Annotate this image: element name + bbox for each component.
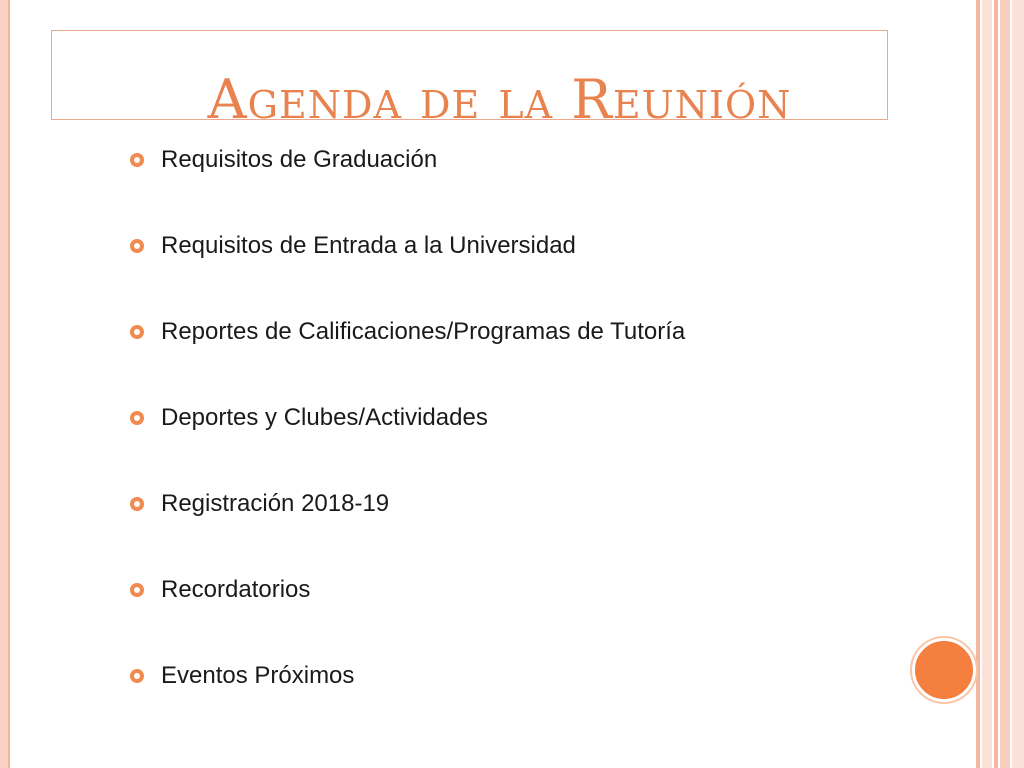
stripe [976, 0, 980, 768]
circle-bullet-icon [130, 411, 144, 425]
circle-bullet-icon [130, 583, 144, 597]
circle-bullet-icon [130, 153, 144, 167]
title-box [51, 30, 888, 131]
list-item-text: Eventos Próximos [161, 662, 355, 689]
slide-title: Agenda de la Reunión [207, 68, 792, 131]
orange-circle-icon [912, 638, 976, 702]
circle-bullet-icon [130, 497, 144, 511]
list-item [130, 140, 685, 226]
list-item [130, 398, 685, 484]
list-item [130, 656, 685, 742]
agenda-list [130, 140, 685, 742]
list-item [130, 570, 685, 656]
list-item-text: Reportes de Calificaciones/Programas de Tutoría [161, 318, 686, 345]
circle-bullet-icon [130, 325, 144, 339]
list-item [130, 484, 685, 570]
stripe [1012, 0, 1024, 768]
list-item-text: Requisitos de Graduación [161, 146, 438, 173]
stripe [1000, 0, 1010, 768]
list-item-text: Requisitos de Entrada a la Universidad [161, 232, 576, 259]
list-item [130, 226, 685, 312]
circle-bullet-icon [130, 669, 144, 683]
list-item-text: Deportes y Clubes/Actividades [161, 404, 488, 431]
left-border-stripe [0, 0, 10, 768]
list-item-text: Recordatorios [161, 576, 311, 603]
circle-bullet-icon [130, 239, 144, 253]
stripe [982, 0, 992, 768]
right-border-stripes [976, 0, 1024, 768]
stripe [994, 0, 998, 768]
list-item [130, 312, 685, 398]
list-item-text: Registración 2018-19 [161, 490, 390, 517]
